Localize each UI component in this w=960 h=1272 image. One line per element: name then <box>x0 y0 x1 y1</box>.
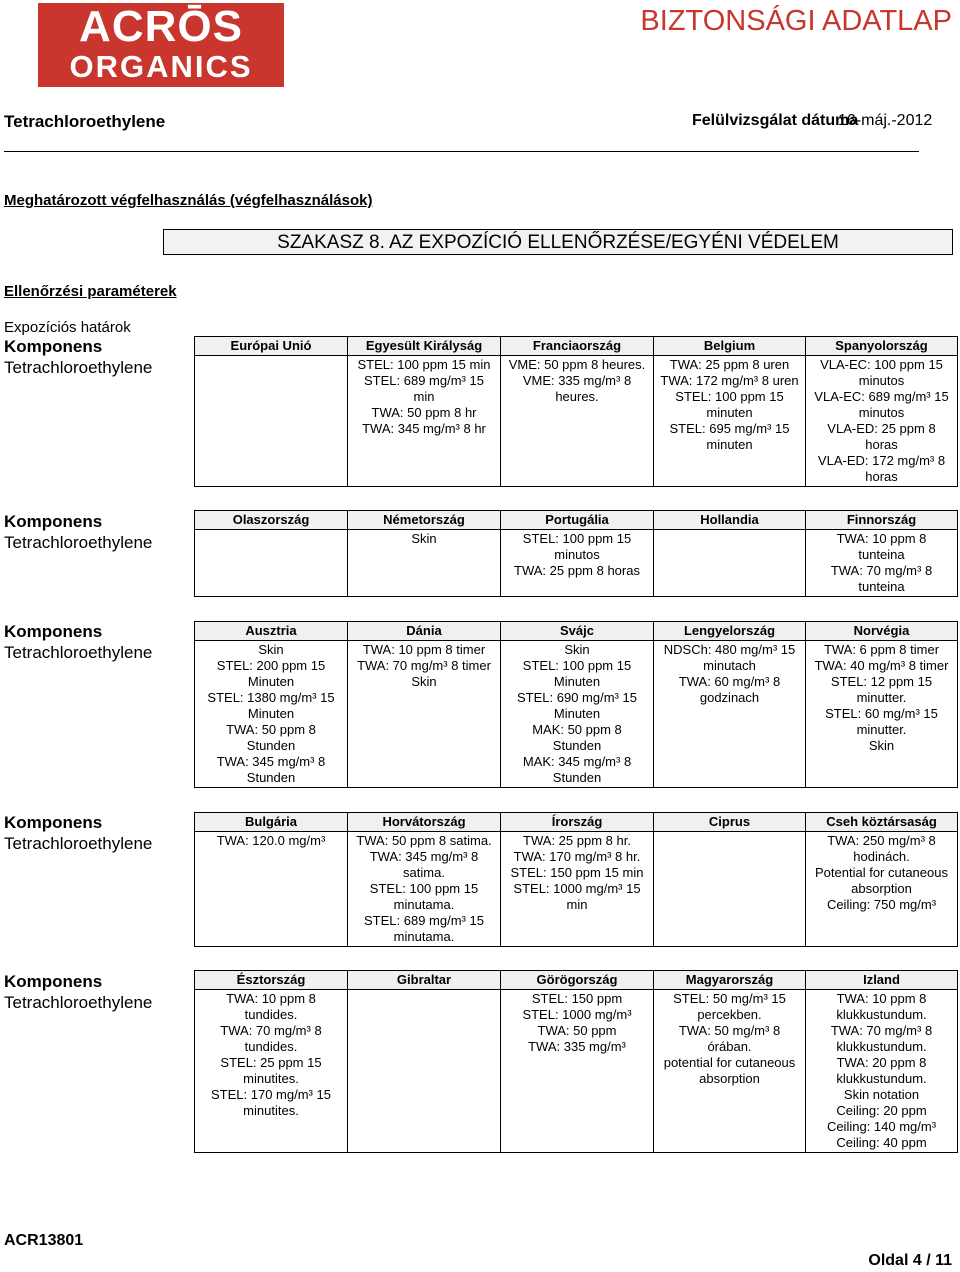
exposure-limits-table <box>194 621 958 788</box>
limit-cell <box>654 832 806 947</box>
end-use-heading: Meghatározott végfelhasználás (végfelhasználások) <box>4 192 373 209</box>
logo-line2: ORGANICS <box>69 49 253 84</box>
country-header: Izland <box>806 971 958 990</box>
substance-name: Tetrachloroethylene <box>4 834 153 853</box>
country-header: Gibraltar <box>348 971 501 990</box>
limit-cell: TWA: 6 ppm 8 timer TWA: 40 mg/m³ 8 timer STEL: 12 ppm 15 minutter. STEL: 60 mg/m³ 15 minutter. Skin <box>806 641 958 788</box>
limit-cell: TWA: 120.0 mg/m³ <box>195 832 348 947</box>
limit-cell: STEL: 100 ppm 15 min STEL: 689 mg/m³ 15 min TWA: 50 ppm 8 hr TWA: 345 mg/m³ 8 hr <box>348 356 501 487</box>
chemical-name: Tetrachloroethylene <box>4 112 166 131</box>
country-header: Dánia <box>348 622 501 641</box>
country-header: Spanyolország <box>806 337 958 356</box>
limit-cell <box>195 530 348 597</box>
limit-cell: STEL: 100 ppm 15 minutos TWA: 25 ppm 8 horas <box>501 530 654 597</box>
revision-label: Felülvizsgálat dátuma <box>692 112 859 129</box>
country-header: Bulgária <box>195 813 348 832</box>
substance-name: Tetrachloroethylene <box>4 993 153 1012</box>
country-header: Írország <box>501 813 654 832</box>
country-header: Belgium <box>654 337 806 356</box>
limit-cell: TWA: 10 ppm 8 timer TWA: 70 mg/m³ 8 timer Skin <box>348 641 501 788</box>
komponens-label: Komponens <box>4 512 103 531</box>
limit-cell: TWA: 250 mg/m³ 8 hodinách. Potential for cutaneous absorption Ceiling: 750 mg/m³ <box>806 832 958 947</box>
limit-cell: TWA: 25 ppm 8 uren TWA: 172 mg/m³ 8 uren STEL: 100 ppm 15 minuten STEL: 695 mg/m³ 15 minuten <box>654 356 806 487</box>
substance-name: Tetrachloroethylene <box>4 358 153 377</box>
country-header: Európai Unió <box>195 337 348 356</box>
country-header: Norvégia <box>806 622 958 641</box>
limit-cell: TWA: 10 ppm 8 klukkustundum. TWA: 70 mg/m³ 8 klukkustundum. TWA: 20 ppm 8 klukkustundum. Skin notation Ceiling: 20 ppm Ceiling: 140 mg/m³ Ceiling: 40 ppm <box>806 990 958 1153</box>
limit-cell <box>195 356 348 487</box>
exposure-limits-table <box>194 970 958 1153</box>
country-header: Egyesült Királyság <box>348 337 501 356</box>
substance-name: Tetrachloroethylene <box>4 533 153 552</box>
limit-cell: TWA: 25 ppm 8 hr. TWA: 170 mg/m³ 8 hr. STEL: 150 ppm 15 min STEL: 1000 mg/m³ 15 min <box>501 832 654 947</box>
country-header: Hollandia <box>654 511 806 530</box>
substance-name: Tetrachloroethylene <box>4 643 153 662</box>
limit-cell: Skin STEL: 200 ppm 15 Minuten STEL: 1380 mg/m³ 15 Minuten TWA: 50 ppm 8 Stunden TWA: 345 mg/m³ 8 Stunden <box>195 641 348 788</box>
limit-cell: TWA: 50 ppm 8 satima. TWA: 345 mg/m³ 8 satima. STEL: 100 ppm 15 minutama. STEL: 689 mg/m³ 15 minutama. <box>348 832 501 947</box>
page-number: Oldal 4 / 11 <box>868 1252 952 1269</box>
country-header: Svájc <box>501 622 654 641</box>
komponens-label: Komponens <box>4 972 103 991</box>
country-header: Olaszország <box>195 511 348 530</box>
control-parameters-heading: Ellenőrzési paraméterek <box>4 283 177 300</box>
limit-cell: STEL: 150 ppm STEL: 1000 mg/m³ TWA: 50 ppm TWA: 335 mg/m³ <box>501 990 654 1153</box>
header-divider <box>4 151 919 152</box>
country-header: Ausztria <box>195 622 348 641</box>
country-header: Görögország <box>501 971 654 990</box>
limit-cell: TWA: 10 ppm 8 tundides. TWA: 70 mg/m³ 8 tundides. STEL: 25 ppm 15 minutites. STEL: 170 mg/m³ 15 minutites. <box>195 990 348 1153</box>
exposure-limits-label: Expozíciós határok <box>4 319 131 336</box>
country-header: Lengyelország <box>654 622 806 641</box>
limit-cell: NDSCh: 480 mg/m³ 15 minutach TWA: 60 mg/m³ 8 godzinach <box>654 641 806 788</box>
limit-cell: Skin <box>348 530 501 597</box>
exposure-limits-table <box>194 510 958 597</box>
limit-cell: Skin STEL: 100 ppm 15 Minuten STEL: 690 mg/m³ 15 Minuten MAK: 50 ppm 8 Stunden MAK: 345 mg/m³ 8 Stunden <box>501 641 654 788</box>
limit-cell: VLA-EC: 100 ppm 15 minutos VLA-EC: 689 mg/m³ 15 minutos VLA-ED: 25 ppm 8 horas VLA-ED: 172 mg/m³ 8 horas <box>806 356 958 487</box>
country-header: Horvátország <box>348 813 501 832</box>
country-header: Portugália <box>501 511 654 530</box>
limit-cell <box>348 990 501 1153</box>
limit-cell: TWA: 10 ppm 8 tunteina TWA: 70 mg/m³ 8 tunteina <box>806 530 958 597</box>
country-header: Cseh köztársaság <box>806 813 958 832</box>
exposure-limits-table <box>194 812 958 947</box>
country-header: Franciaország <box>501 337 654 356</box>
komponens-label: Komponens <box>4 337 103 356</box>
revision-date: 16-máj.-2012 <box>838 112 933 129</box>
exposure-limits-table <box>194 336 958 487</box>
document-title: BIZTONSÁGI ADATLAP <box>640 5 952 37</box>
limit-cell: STEL: 50 mg/m³ 15 percekben. TWA: 50 mg/m³ 8 órában. potential for cutaneous absorption <box>654 990 806 1153</box>
document-code: ACR13801 <box>4 1232 84 1249</box>
limit-cell: VME: 50 ppm 8 heures. VME: 335 mg/m³ 8 heures. <box>501 356 654 487</box>
country-header: Magyarország <box>654 971 806 990</box>
country-header: Észtország <box>195 971 348 990</box>
country-header: Finnország <box>806 511 958 530</box>
komponens-label: Komponens <box>4 622 103 641</box>
logo-line1: ACRŌS <box>79 2 243 51</box>
country-header: Németország <box>348 511 501 530</box>
komponens-label: Komponens <box>4 813 103 832</box>
country-header: Ciprus <box>654 813 806 832</box>
limit-cell <box>654 530 806 597</box>
acros-organics-logo <box>38 3 284 87</box>
section-title: SZAKASZ 8. AZ EXPOZÍCIÓ ELLENŐRZÉSE/EGYÉNI VÉDELEM <box>163 229 953 255</box>
